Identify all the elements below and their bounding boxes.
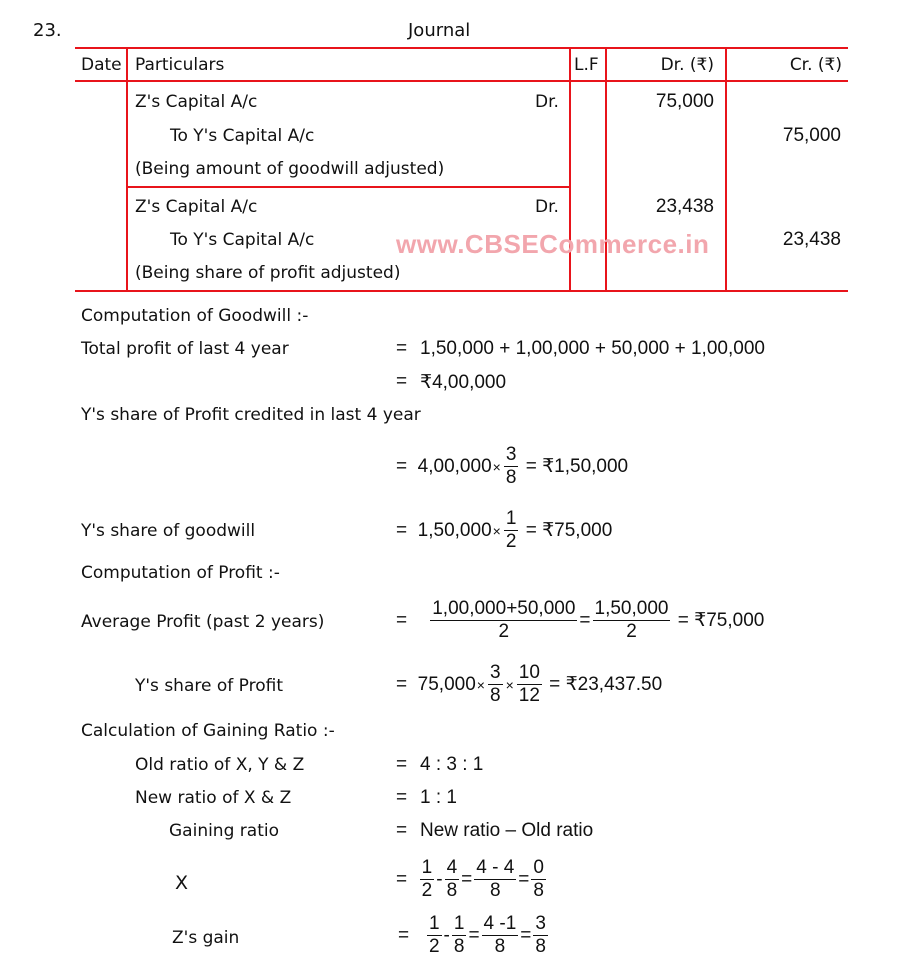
z-gain-equation	[398, 913, 550, 958]
new-ratio-label: New ratio of X & Z	[135, 788, 292, 808]
old-ratio-value: 4 : 3 : 1	[420, 754, 484, 775]
y-share-label: Y's share of Profit credited in last 4 year	[81, 405, 421, 425]
eq-sign: =	[549, 673, 561, 695]
numerator: 1,00,000+50,000	[432, 598, 576, 619]
y-goodwill-base: 1,50,000	[417, 519, 492, 541]
y-profit-equation	[396, 662, 662, 707]
eq-sign: =	[677, 609, 689, 631]
total-profit-eq2: =	[396, 371, 408, 392]
entry-2-debit-account: Z's Capital A/c	[135, 197, 258, 217]
eq-sign: =	[398, 924, 410, 946]
new-ratio-eq: =	[396, 787, 408, 808]
y-goodwill-result: ₹75,000	[542, 520, 613, 541]
entry-1-debit-account: Z's Capital A/c	[135, 92, 258, 112]
denominator: 8	[453, 936, 465, 957]
old-ratio-eq: =	[396, 754, 408, 775]
numerator: 4	[446, 857, 458, 878]
denominator: 8	[489, 880, 501, 901]
question-number: 23.	[33, 20, 62, 41]
fraction	[420, 857, 435, 902]
eq-sign: =	[461, 868, 473, 890]
fraction	[482, 913, 519, 958]
y-goodwill-equation	[396, 508, 612, 553]
fraction	[427, 913, 442, 958]
numerator: 3	[535, 913, 546, 934]
fraction	[504, 508, 519, 553]
fraction	[517, 662, 542, 707]
y-share-equation	[396, 444, 628, 489]
denominator: 8	[535, 936, 546, 957]
gaining-ratio-label: Gaining ratio	[169, 821, 279, 841]
numerator: 1	[428, 913, 440, 934]
numerator: 1	[453, 913, 465, 934]
entry-2-cr-amount: 23,438	[782, 229, 841, 250]
header-particulars: Particulars	[135, 55, 225, 75]
x-equation	[396, 857, 548, 902]
denominator: 2	[626, 621, 637, 642]
numerator: 0	[533, 857, 544, 878]
fraction	[488, 662, 503, 707]
entry-2-dr-amount: 23,438	[655, 196, 714, 217]
y-share-result: ₹1,50,000	[542, 456, 629, 477]
denominator: 8	[446, 880, 458, 901]
old-ratio-label: Old ratio of X, Y & Z	[135, 755, 305, 775]
entry-1-narration: (Being amount of goodwill adjusted)	[135, 159, 445, 179]
entry-1-cr-amount: 75,000	[782, 125, 841, 146]
y-goodwill-label: Y's share of goodwill	[81, 521, 256, 541]
gaining-ratio-eq: =	[396, 820, 408, 841]
y-profit-label: Y's share of Profit	[135, 676, 283, 696]
total-profit-eq: =	[396, 338, 408, 359]
avg-profit-result: ₹75,000	[694, 610, 765, 631]
profit-heading: Computation of Profit :-	[81, 563, 280, 583]
avg-profit-equation	[396, 598, 764, 643]
y-share-base: 4,00,000	[417, 455, 492, 477]
numerator: 4 -1	[483, 913, 517, 934]
denominator: 2	[421, 880, 433, 901]
fraction	[445, 857, 460, 902]
denominator: 8	[505, 467, 517, 488]
numerator: 3	[489, 662, 501, 683]
denominator: 8	[533, 880, 544, 901]
eq-sign: =	[396, 609, 408, 631]
times-sign: ×	[492, 458, 501, 475]
new-ratio-value: 1 : 1	[420, 787, 457, 808]
numerator: 1,50,000	[594, 598, 669, 619]
y-profit-base: 75,000	[417, 673, 476, 695]
fraction	[533, 913, 548, 958]
total-profit-result: ₹4,00,000	[420, 372, 507, 393]
eq-sign: =	[396, 868, 408, 890]
eq-sign: =	[525, 455, 537, 477]
eq-sign: =	[579, 609, 591, 631]
eq-sign: =	[525, 519, 537, 541]
goodwill-heading: Computation of Goodwill :-	[81, 306, 309, 326]
entry-2-dr-marker: Dr.	[535, 197, 559, 217]
header-lf: L.F	[574, 55, 599, 75]
gaining-ratio-value: New ratio – Old ratio	[420, 820, 594, 841]
fraction	[430, 598, 577, 643]
fraction	[452, 913, 467, 958]
numerator: 10	[518, 662, 540, 683]
total-profit-label: Total profit of last 4 year	[81, 339, 289, 359]
times-sign: ×	[505, 676, 514, 693]
denominator: 12	[518, 685, 540, 706]
fraction	[531, 857, 546, 902]
denominator: 2	[505, 531, 517, 552]
eq-sign: =	[396, 455, 408, 477]
numerator: 1	[505, 508, 517, 529]
times-sign: ×	[476, 676, 485, 693]
header-dr: Dr. (₹)	[660, 55, 714, 75]
total-profit-expr: 1,50,000 + 1,00,000 + 50,000 + 1,00,000	[420, 338, 765, 359]
header-date: Date	[81, 55, 122, 75]
numerator: 3	[505, 444, 517, 465]
denominator: 2	[498, 621, 510, 642]
eq-sign: =	[396, 673, 408, 695]
entry-2-credit-account: To Y's Capital A/c	[170, 230, 315, 250]
minus-sign: -	[436, 868, 443, 890]
denominator: 8	[494, 936, 506, 957]
times-sign: ×	[492, 522, 501, 539]
entry-1-credit-account: To Y's Capital A/c	[170, 126, 315, 146]
eq-sign: =	[468, 924, 480, 946]
denominator: 8	[489, 685, 501, 706]
entry-2-narration: (Being share of profit adjusted)	[135, 263, 401, 283]
journal-title: Journal	[408, 20, 471, 41]
fraction	[504, 444, 519, 489]
eq-sign: =	[518, 868, 530, 890]
entry-1-dr-marker: Dr.	[535, 92, 559, 112]
watermark: www.CBSECommerce.in	[396, 229, 710, 259]
y-profit-result: ₹23,437.50	[565, 674, 663, 695]
entry-1-dr-amount: 75,000	[655, 91, 714, 112]
minus-sign: -	[443, 924, 450, 946]
fraction	[593, 598, 671, 643]
fraction	[474, 857, 516, 902]
avg-profit-label: Average Profit (past 2 years)	[81, 612, 325, 632]
eq-sign: =	[396, 519, 408, 541]
numerator: 1	[421, 857, 433, 878]
z-gain-label: Z's gain	[172, 928, 240, 948]
gaining-heading: Calculation of Gaining Ratio :-	[81, 721, 335, 741]
denominator: 2	[428, 936, 440, 957]
eq-sign: =	[520, 924, 532, 946]
x-label: X	[175, 872, 189, 894]
header-cr: Cr. (₹)	[789, 55, 842, 75]
numerator: 4 - 4	[476, 857, 515, 878]
